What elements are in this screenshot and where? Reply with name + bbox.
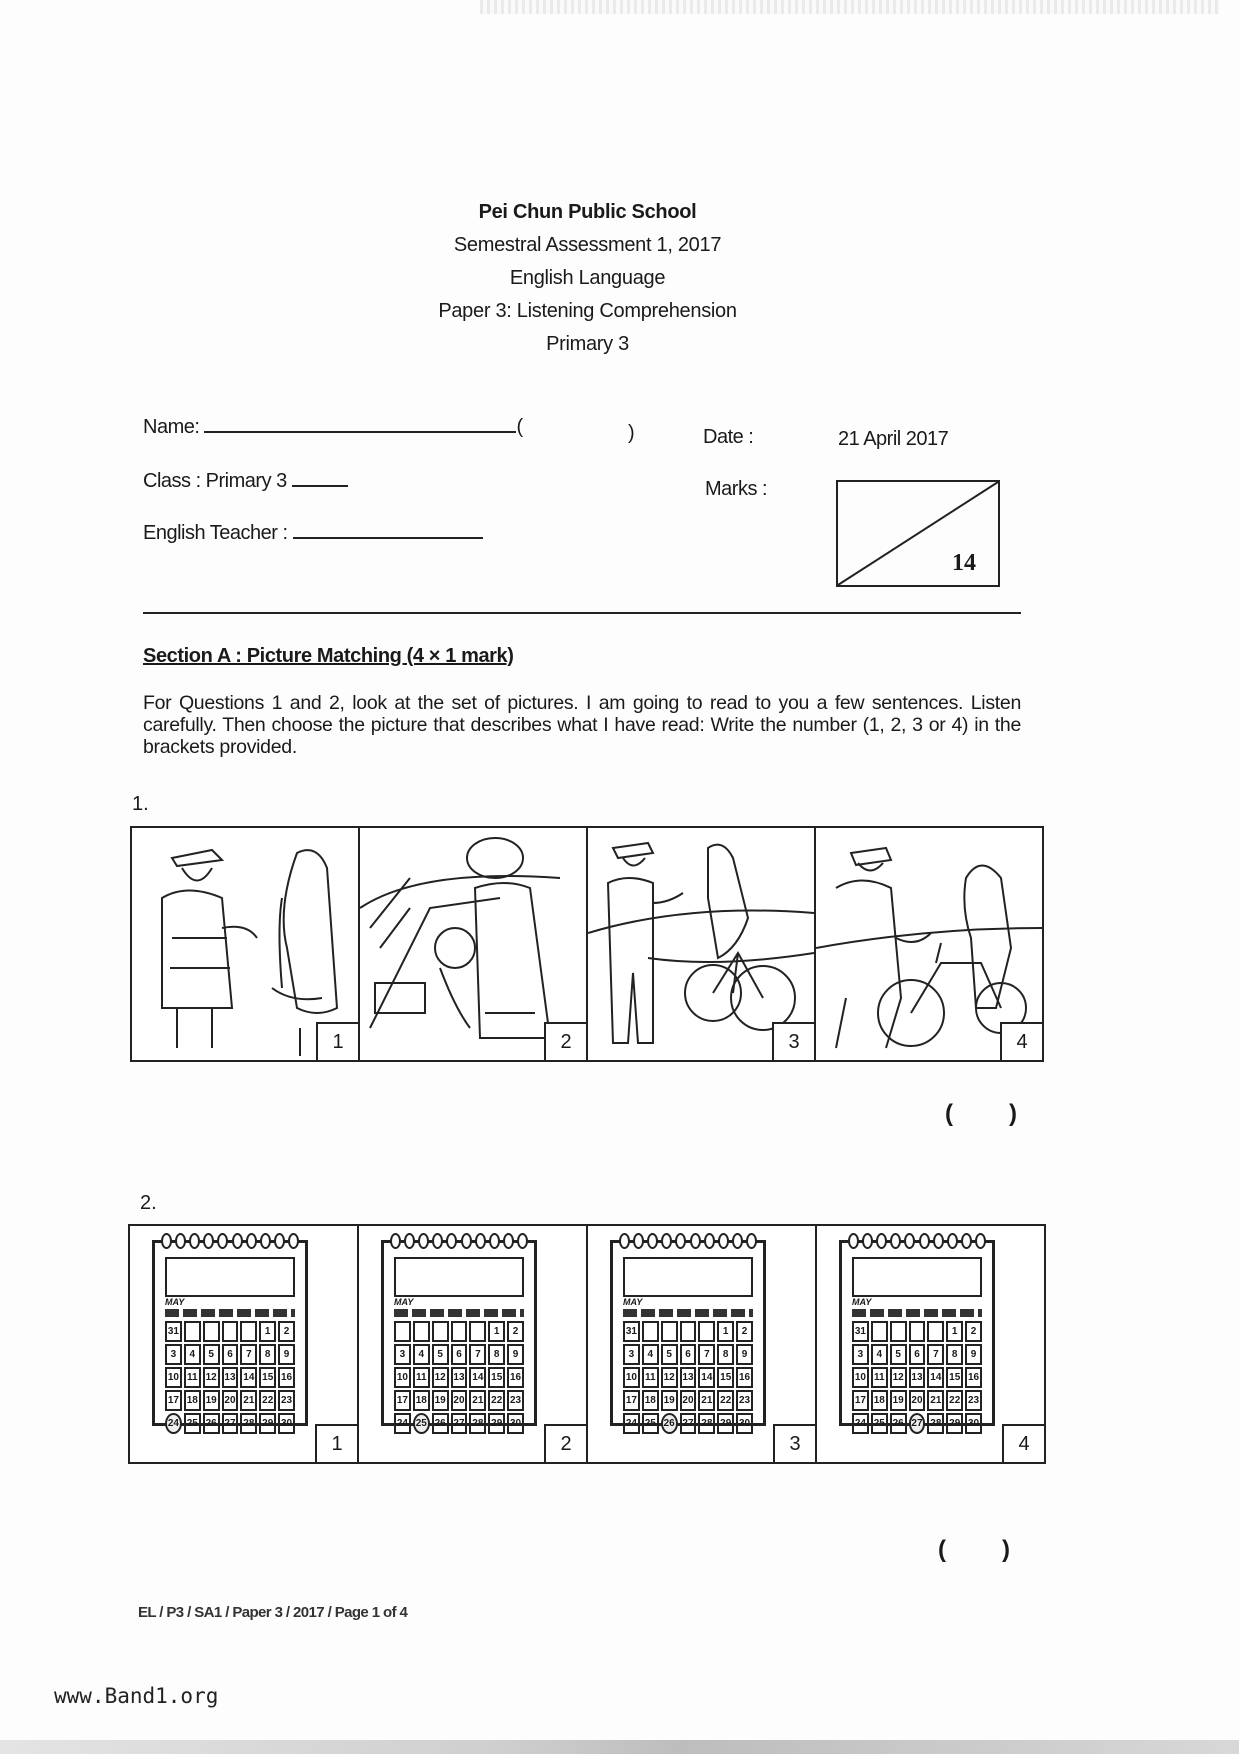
class-label: Class : Primary 3: [143, 470, 287, 492]
calendar-day: 18: [184, 1390, 201, 1411]
calendar-day: 21: [698, 1390, 715, 1411]
calendar-day: 25: [871, 1413, 888, 1434]
calendar-day: [698, 1321, 715, 1342]
section-a-title: Section A : Picture Matching (4 × 1 mark): [143, 645, 514, 667]
calendar-ring-icon: [246, 1233, 257, 1249]
calendar-grid: [394, 1321, 524, 1434]
calendar-day: 7: [698, 1344, 715, 1365]
calendar-picture-area: [623, 1257, 753, 1297]
calendar-ring-icon: [718, 1233, 729, 1249]
calendar-day: 12: [203, 1367, 220, 1388]
calendar-day: 10: [852, 1367, 869, 1388]
question-2-number: 2.: [140, 1192, 157, 1214]
marks-box: [836, 480, 1000, 587]
calendar-ring-icon: [517, 1233, 528, 1249]
calendar-day: 4: [871, 1344, 888, 1365]
calendar-ring-icon: [904, 1233, 915, 1249]
calendar-day: [909, 1321, 926, 1342]
calendar-day: 28: [698, 1413, 715, 1434]
calendar-day: [413, 1321, 430, 1342]
calendar-day: 13: [451, 1367, 468, 1388]
calendar-day: 4: [413, 1344, 430, 1365]
calendar-day: 29: [259, 1413, 276, 1434]
calendar-day: 30: [507, 1413, 524, 1434]
calendar-day: 17: [623, 1390, 640, 1411]
calendar-ring-icon: [175, 1233, 186, 1249]
calendar-day: 8: [717, 1344, 734, 1365]
calendar-day: 3: [165, 1344, 182, 1365]
answer-close-bracket: ): [1002, 1536, 1010, 1563]
picture-number: 2: [544, 1022, 586, 1060]
calendar-day: 2: [965, 1321, 982, 1342]
calendar-day: 12: [432, 1367, 449, 1388]
teacher-label: English Teacher :: [143, 522, 288, 544]
assessment-title: Semestral Assessment 1, 2017: [453, 234, 722, 256]
calendar-day: [451, 1321, 468, 1342]
calendar-picture-area: [852, 1257, 982, 1297]
picture-number: 2: [544, 1424, 586, 1462]
calendar-ring-icon: [432, 1233, 443, 1249]
question-1-number: 1.: [132, 793, 149, 815]
calendar-icon: [839, 1240, 995, 1429]
calendar-ring-icon: [232, 1233, 243, 1249]
name-input-line[interactable]: [204, 431, 516, 433]
calendar-day: 29: [717, 1413, 734, 1434]
calendar-day: 14: [698, 1367, 715, 1388]
calendar-day: [661, 1321, 678, 1342]
picture-number: 3: [772, 1022, 814, 1060]
calendar-picture-area: [165, 1257, 295, 1297]
calendar-day: 18: [871, 1390, 888, 1411]
calendar-ring-icon: [919, 1233, 930, 1249]
scan-artifact-top: [480, 0, 1220, 14]
calendar-ring-icon: [633, 1233, 644, 1249]
calendar-day: 20: [909, 1390, 926, 1411]
calendar-day: 26: [890, 1413, 907, 1434]
calendar-day: 19: [203, 1390, 220, 1411]
calendar-day: 11: [413, 1367, 430, 1388]
level-title: Primary 3: [546, 333, 629, 355]
calendar-day: [203, 1321, 220, 1342]
calendar-month: MAY: [852, 1297, 872, 1307]
calendar-day: 20: [680, 1390, 697, 1411]
scan-artifact-bottom: [0, 1740, 1239, 1754]
calendar-day: 11: [184, 1367, 201, 1388]
calendar-day: 5: [890, 1344, 907, 1365]
calendar-ring-icon: [661, 1233, 672, 1249]
calendar-ring-icon: [690, 1233, 701, 1249]
calendar-day: 15: [259, 1367, 276, 1388]
calendar-day: 19: [432, 1390, 449, 1411]
calendar-day: [642, 1321, 659, 1342]
calendar-day: 6: [222, 1344, 239, 1365]
calendar-day: 9: [736, 1344, 753, 1365]
calendar-ring-icon: [947, 1233, 958, 1249]
picture-number: 4: [1000, 1022, 1042, 1060]
calendar-day: 30: [965, 1413, 982, 1434]
calendar-day: 6: [451, 1344, 468, 1365]
calendar-ring-icon: [489, 1233, 500, 1249]
calendar-day: 15: [488, 1367, 505, 1388]
teacher-field: [143, 522, 483, 545]
calendar-day: 20: [451, 1390, 468, 1411]
calendar-day: 18: [642, 1390, 659, 1411]
calendar-day: 15: [946, 1367, 963, 1388]
calendar-day-circled: 27: [909, 1413, 926, 1434]
calendar-day: 8: [946, 1344, 963, 1365]
calendar-ring-icon: [446, 1233, 457, 1249]
calendar-day: 22: [488, 1390, 505, 1411]
calendar-day: 14: [469, 1367, 486, 1388]
calendar-ring-icon: [390, 1233, 401, 1249]
calendar-day: 6: [909, 1344, 926, 1365]
question-2-answer-brackets[interactable]: [938, 1536, 1010, 1564]
marks-total: 14: [952, 550, 976, 576]
calendar-ring-icon: [260, 1233, 271, 1249]
calendar-day: [394, 1321, 411, 1342]
calendar-day: 16: [965, 1367, 982, 1388]
calendar-ring-icon: [746, 1233, 757, 1249]
calendar-day: [184, 1321, 201, 1342]
calendar-rings: [848, 1233, 986, 1249]
calendar-ring-icon: [475, 1233, 486, 1249]
watermark-url: www.Band1.org: [54, 1684, 219, 1708]
question-1-answer-brackets[interactable]: [945, 1100, 1017, 1128]
calendar-ring-icon: [647, 1233, 658, 1249]
calendar-day: 27: [680, 1413, 697, 1434]
calendar-day: 1: [259, 1321, 276, 1342]
calendar-day: 9: [507, 1344, 524, 1365]
calendar-day-circled: 26: [661, 1413, 678, 1434]
calendar-day: 30: [736, 1413, 753, 1434]
calendar-picture-area: [394, 1257, 524, 1297]
q2-picture-3[interactable]: [586, 1224, 817, 1464]
calendar-day: 30: [278, 1413, 295, 1434]
calendar-day: 28: [469, 1413, 486, 1434]
calendar-day: 7: [240, 1344, 257, 1365]
calendar-day: 23: [278, 1390, 295, 1411]
calendar-day: 7: [469, 1344, 486, 1365]
calendar-day: 24: [623, 1413, 640, 1434]
section-a-instructions: For Questions 1 and 2, look at the set of pictures. I am going to read to you a few sentences. Listen carefully. Then choose the picture that describes what I have read: Write the number (1, 2, 3 or 4) in the brackets provided.: [143, 692, 1021, 758]
calendar-day: 31: [165, 1321, 182, 1342]
calendar-ring-icon: [461, 1233, 472, 1249]
calendar-grid: [623, 1321, 753, 1434]
q1-picture-4[interactable]: [814, 826, 1044, 1062]
calendar-day: 16: [736, 1367, 753, 1388]
calendar-day: 26: [432, 1413, 449, 1434]
name-label: Name:: [143, 416, 200, 438]
calendar-icon: [381, 1240, 537, 1429]
picture-number: 3: [773, 1424, 815, 1462]
answer-open-bracket: (: [938, 1536, 946, 1563]
calendar-day: 8: [259, 1344, 276, 1365]
q1-picture-3[interactable]: [586, 826, 816, 1062]
calendar-day: 10: [394, 1367, 411, 1388]
calendar-day: 24: [394, 1413, 411, 1434]
calendar-day: 16: [507, 1367, 524, 1388]
calendar-day: 13: [680, 1367, 697, 1388]
calendar-day: 26: [203, 1413, 220, 1434]
calendar-day: 27: [222, 1413, 239, 1434]
calendar-day: 17: [165, 1390, 182, 1411]
calendar-rings: [161, 1233, 299, 1249]
calendar-day: 5: [661, 1344, 678, 1365]
calendar-day: 11: [871, 1367, 888, 1388]
calendar-ring-icon: [961, 1233, 972, 1249]
calendar-ring-icon: [862, 1233, 873, 1249]
calendar-day: 14: [240, 1367, 257, 1388]
calendar-month: MAY: [623, 1297, 643, 1307]
calendar-day: 23: [736, 1390, 753, 1411]
calendar-day: 13: [909, 1367, 926, 1388]
picture-number: 1: [316, 1022, 358, 1060]
calendar-icon: [610, 1240, 766, 1429]
calendar-ring-icon: [503, 1233, 514, 1249]
calendar-day: [871, 1321, 888, 1342]
marks-label: Marks :: [705, 478, 768, 500]
calendar-day: 3: [623, 1344, 640, 1365]
document-header: [0, 196, 1175, 361]
calendar-day: 21: [240, 1390, 257, 1411]
calendar-day: 29: [946, 1413, 963, 1434]
header-divider: [143, 612, 1021, 614]
calendar-day: 8: [488, 1344, 505, 1365]
calendar-rings: [390, 1233, 528, 1249]
calendar-day: 7: [927, 1344, 944, 1365]
calendar-day: 2: [507, 1321, 524, 1342]
calendar-day: 15: [717, 1367, 734, 1388]
class-input-line[interactable]: [292, 485, 348, 487]
calendar-day: 14: [927, 1367, 944, 1388]
calendar-day: 1: [488, 1321, 505, 1342]
calendar-day: 4: [184, 1344, 201, 1365]
calendar-ring-icon: [732, 1233, 743, 1249]
calendar-ring-icon: [675, 1233, 686, 1249]
subject-title: English Language: [509, 267, 666, 289]
calendar-weekday-header: [394, 1309, 524, 1317]
calendar-day: [927, 1321, 944, 1342]
calendar-day: 17: [394, 1390, 411, 1411]
q2-picture-2[interactable]: [357, 1224, 588, 1464]
calendar-day: 25: [642, 1413, 659, 1434]
calendar-day: [222, 1321, 239, 1342]
calendar-ring-icon: [203, 1233, 214, 1249]
calendar-day: 2: [736, 1321, 753, 1342]
calendar-day: 31: [623, 1321, 640, 1342]
calendar-ring-icon: [890, 1233, 901, 1249]
calendar-day: 13: [222, 1367, 239, 1388]
calendar-day: 19: [890, 1390, 907, 1411]
calendar-ring-icon: [404, 1233, 415, 1249]
calendar-day: 9: [278, 1344, 295, 1365]
calendar-day: [432, 1321, 449, 1342]
calendar-day: 22: [259, 1390, 276, 1411]
name-field: [143, 416, 523, 439]
calendar-day: 11: [642, 1367, 659, 1388]
calendar-day: 31: [852, 1321, 869, 1342]
calendar-day: 25: [184, 1413, 201, 1434]
calendar-ring-icon: [933, 1233, 944, 1249]
calendar-rings: [619, 1233, 757, 1249]
page-footer-code: EL / P3 / SA1 / Paper 3 / 2017 / Page 1 of 4: [138, 1604, 408, 1621]
q1-picture-1[interactable]: [130, 826, 360, 1062]
calendar-day: 12: [890, 1367, 907, 1388]
calendar-grid: [165, 1321, 295, 1434]
calendar-day: 3: [394, 1344, 411, 1365]
calendar-day: 23: [507, 1390, 524, 1411]
calendar-day: 22: [717, 1390, 734, 1411]
calendar-ring-icon: [418, 1233, 429, 1249]
register-open-bracket: (: [516, 416, 523, 438]
question-2-pictures: [128, 1224, 1044, 1464]
calendar-day: 21: [469, 1390, 486, 1411]
calendar-grid: [852, 1321, 982, 1434]
calendar-day: 22: [946, 1390, 963, 1411]
picture-number: 4: [1002, 1424, 1044, 1462]
calendar-day: 27: [451, 1413, 468, 1434]
calendar-day: 24: [852, 1413, 869, 1434]
q2-picture-1[interactable]: [128, 1224, 359, 1464]
calendar-day: 28: [927, 1413, 944, 1434]
answer-close-bracket: ): [1009, 1100, 1017, 1127]
calendar-weekday-header: [165, 1309, 295, 1317]
calendar-day: 5: [203, 1344, 220, 1365]
calendar-day: [469, 1321, 486, 1342]
calendar-ring-icon: [161, 1233, 172, 1249]
class-field: [143, 470, 348, 493]
calendar-ring-icon: [217, 1233, 228, 1249]
calendar-weekday-header: [623, 1309, 753, 1317]
calendar-day: 9: [965, 1344, 982, 1365]
calendar-icon: [152, 1240, 308, 1429]
answer-open-bracket: (: [945, 1100, 953, 1127]
calendar-month: MAY: [165, 1297, 185, 1307]
q2-picture-4[interactable]: [815, 1224, 1046, 1464]
calendar-day: 4: [642, 1344, 659, 1365]
calendar-day-circled: 24: [165, 1413, 182, 1434]
calendar-day: 17: [852, 1390, 869, 1411]
date-label: Date :: [703, 426, 754, 448]
calendar-day: 1: [946, 1321, 963, 1342]
calendar-day: 28: [240, 1413, 257, 1434]
q1-picture-2[interactable]: [358, 826, 588, 1062]
question-1-pictures: [130, 826, 1042, 1062]
calendar-day: 20: [222, 1390, 239, 1411]
register-close-bracket: ): [628, 422, 635, 444]
calendar-day: [240, 1321, 257, 1342]
calendar-ring-icon: [704, 1233, 715, 1249]
paper-title: Paper 3: Listening Comprehension: [438, 300, 737, 322]
calendar-weekday-header: [852, 1309, 982, 1317]
calendar-ring-icon: [288, 1233, 299, 1249]
picture-number: 1: [315, 1424, 357, 1462]
calendar-ring-icon: [848, 1233, 859, 1249]
school-name: Pei Chun Public School: [478, 201, 697, 223]
calendar-month: MAY: [394, 1297, 414, 1307]
calendar-ring-icon: [274, 1233, 285, 1249]
calendar-day: 10: [165, 1367, 182, 1388]
calendar-day: 23: [965, 1390, 982, 1411]
calendar-day: [680, 1321, 697, 1342]
calendar-ring-icon: [975, 1233, 986, 1249]
date-value: 21 April 2017: [838, 428, 949, 450]
calendar-day-circled: 25: [413, 1413, 430, 1434]
calendar-day: 21: [927, 1390, 944, 1411]
calendar-ring-icon: [876, 1233, 887, 1249]
calendar-day: [890, 1321, 907, 1342]
calendar-day: 16: [278, 1367, 295, 1388]
calendar-ring-icon: [619, 1233, 630, 1249]
teacher-input-line[interactable]: [293, 537, 483, 539]
calendar-day: 6: [680, 1344, 697, 1365]
calendar-day: 18: [413, 1390, 430, 1411]
calendar-day: 3: [852, 1344, 869, 1365]
calendar-day: 19: [661, 1390, 678, 1411]
calendar-day: 5: [432, 1344, 449, 1365]
calendar-day: 2: [278, 1321, 295, 1342]
calendar-day: 1: [717, 1321, 734, 1342]
calendar-day: 29: [488, 1413, 505, 1434]
calendar-ring-icon: [189, 1233, 200, 1249]
calendar-day: 10: [623, 1367, 640, 1388]
calendar-day: 12: [661, 1367, 678, 1388]
